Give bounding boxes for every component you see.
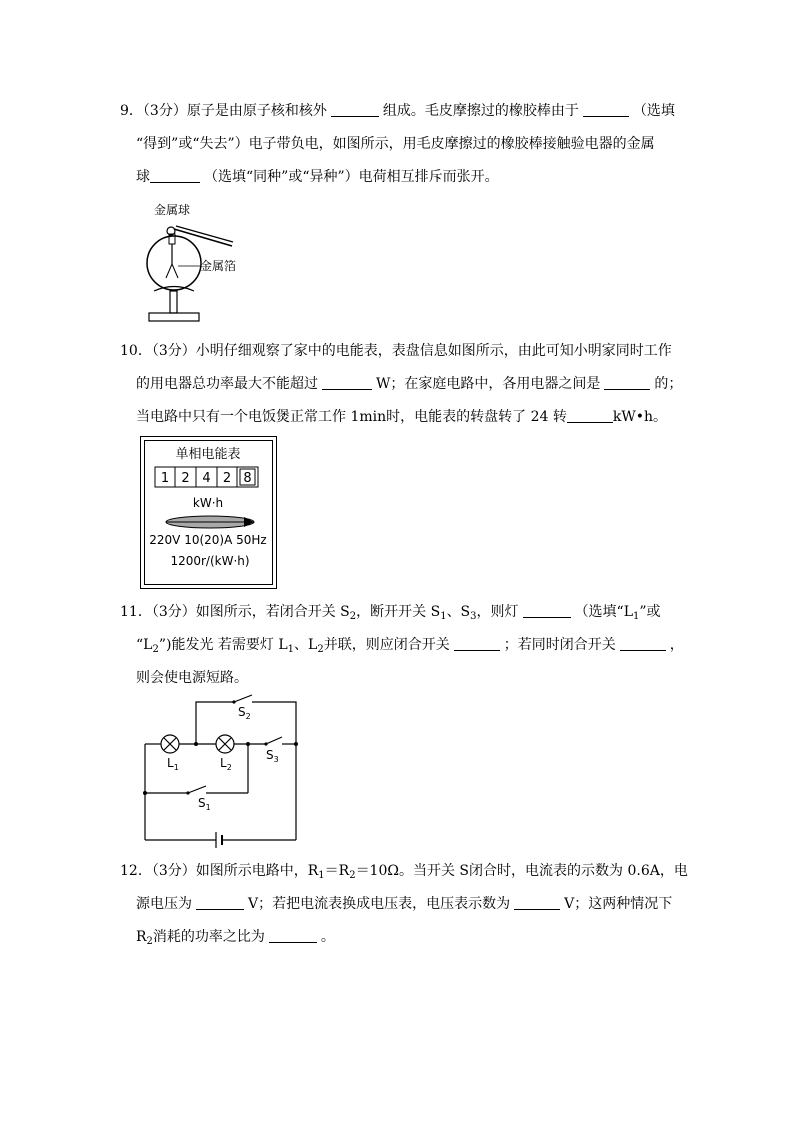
answer-blank[interactable] [269,928,317,943]
q12-text: V；这两种情况下 [564,896,673,912]
subscript: 2 [152,644,159,655]
meter-digit: 2 [181,471,190,486]
q11-text: 11．（3分）如图所示，若闭合开关 S [120,604,350,620]
q10-line-1: 10．（3分）小明仔细观察了家中的电能表，表盘信息如图所示，由此可知小明家同时工作 [120,343,672,359]
q11-text: ；若同时闭合开关 [503,637,616,653]
metal-foil [166,264,172,278]
subscript: 2 [146,936,153,947]
meter-digit: 2 [222,471,232,486]
q11-text: 、S [446,604,471,620]
subscript: 2 [317,644,324,655]
energy-meter-figure [140,436,280,591]
q11-text: ， [669,637,684,653]
meter-rev: 1200r/(kW·h) [170,554,250,568]
label-s3: $S_3$ [266,748,279,764]
q9-line-2: “得到”或“失去”）电子带负电，如图所示，用毛皮摩擦过的橡胶棒接触验电器的金属 [136,136,655,152]
q11-text: 并联，则应闭合开关 [323,637,450,653]
subscript: 3 [470,611,477,622]
q9-text: 球 [136,169,150,185]
question-11 [120,596,684,695]
q12-text: V；若把电流表换成电压表，电压表示数为 [248,896,511,912]
q12-text: 消耗的功率之比为 [152,929,265,945]
q11-text: 、L [294,637,318,653]
answer-blank[interactable] [454,636,500,651]
q12-line-1 [120,855,688,888]
label-metal-ball: 金属球 [154,203,191,217]
q10-text: kW•h。 [612,409,667,425]
q12-text: 源电压为 [136,896,192,912]
q12-text: 。 [320,929,335,945]
q11-text: （选填“L [574,604,633,620]
switch-s3 [266,737,282,744]
q10-line-2 [120,368,683,401]
subscript: 2 [349,870,356,881]
switch-s1 [188,786,206,793]
subscript: 2 [349,611,357,622]
q11-text: ，则灯 [476,604,519,620]
q9-text: （选填“同种”或“异种”）电荷相互排斥而张开。 [204,169,499,185]
circuit-figure-q11 [138,692,308,850]
answer-blank[interactable] [150,168,200,183]
label-l1: $L_1$ [167,756,179,772]
electroscope-figure [140,198,260,328]
q9-text: 组成。毛皮摩擦过的橡胶棒由于 [382,103,579,119]
answer-blank[interactable] [322,375,372,390]
meter-disc-icon [166,516,254,528]
subscript: 1 [440,611,447,622]
meter-unit: kW·h [192,496,224,510]
meter-spec: 220V 10(20)A 50Hz [149,533,267,547]
q12-text: ＝R [324,863,350,879]
answer-blank[interactable] [620,636,666,651]
label-s2: $S_2$ [238,705,251,721]
switch-s2 [234,695,252,702]
label-metal-foil: 金属箔 [200,259,237,273]
question-9 [120,95,680,194]
subscript: 1 [633,611,640,622]
question-10 [120,335,683,434]
q10-text: 的； [654,376,683,392]
subscript: 1 [318,870,325,881]
answer-blank[interactable] [196,895,244,910]
q9-line-3 [120,161,680,194]
q9-text: （选填 [632,103,675,119]
answer-blank[interactable] [331,102,379,117]
answer-blank[interactable] [567,408,613,423]
q10-text: 当电路中只有一个电饭煲正常工作 1min时，电能表的转盘转了 24 转 [136,409,567,425]
answer-blank[interactable] [604,375,650,390]
q9-line-1 [120,95,680,128]
meter-digit-decimal: 8 [243,471,252,486]
q12-line-2 [120,888,680,921]
meter-digit: 1 [160,471,170,486]
q10-text: 的用电器总功率最大不能超过 [136,376,318,392]
q9-text: 9．（3分）原子是由原子核和核外 [120,103,327,119]
q11-text: ”)能发光 若需要灯 L [158,637,288,653]
q12-text: ＝10Ω。当开关 S闭合时，电流表的示数为 0.6A，电 [355,863,688,879]
label-l2: $L_2$ [220,756,232,772]
q11-text: ”或 [639,604,661,620]
q10-line-3 [120,401,680,434]
meter-title: 单相电能表 [175,447,241,462]
question-12 [120,855,688,954]
label-s1: $S_1$ [198,796,211,812]
q11-text: “L [136,637,153,653]
q12-line-3 [120,921,680,954]
answer-blank[interactable] [523,603,571,618]
answer-blank[interactable] [514,895,560,910]
meter-digit: 4 [202,471,211,486]
q11-line-2 [120,629,684,662]
q11-line-1 [120,596,680,629]
meter-digits [155,467,258,487]
q12-text: R [136,929,147,945]
q10-text: W；在家庭电路中，各用电器之间是 [376,376,601,392]
q11-text: ，断开开关 S [356,604,441,620]
q12-text: 12．（3分）如图所示电路中，R [120,863,319,879]
q11-line-3: 则会使电源短路。 [136,670,248,686]
subscript: 1 [287,644,295,655]
electroscope-base [149,313,199,321]
answer-blank[interactable] [583,102,629,117]
